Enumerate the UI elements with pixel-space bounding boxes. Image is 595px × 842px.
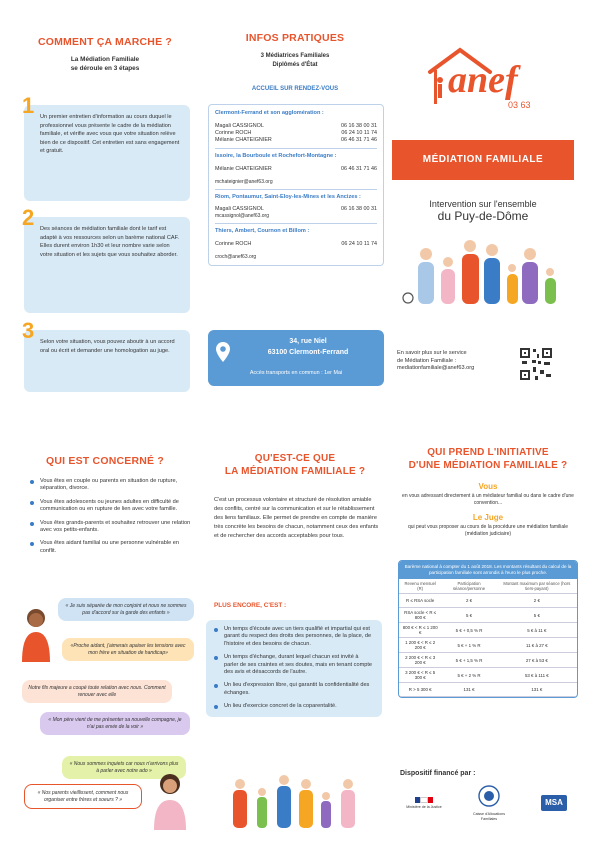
address-line1: 34, rue Niel — [289, 338, 327, 345]
address-line2: 63100 Clermont-Ferrand — [267, 349, 349, 356]
table-header: Montant maximum par séance (hors tiers-payant) — [497, 579, 577, 594]
section-title-initiative — [398, 446, 578, 472]
contact-name: Magali CASSIGNOL — [215, 205, 264, 212]
logo-text: anef — [448, 59, 518, 101]
table-cell: 5 € — [497, 608, 577, 623]
quote-bubble: « Nos parents vieillissent, comment nous organiser entre frères et soeurs ? » — [24, 784, 142, 809]
contact-phone[interactable]: 06 24 10 11 74 — [341, 129, 377, 136]
table-cell: 27 € à 53 € — [497, 653, 577, 668]
contact-group-1 — [215, 153, 377, 186]
who-bullet: Vous êtes adolescents ou jeunes adultes en difficulté de communication ou en rupture de lien avec votre famille. — [30, 499, 195, 514]
what-paragraph: C'est un processus volontaire et structuré de résolution amiable des conflits, centré sur la communication et sur le rétablissement des liens familiaux. Elle permet de prendre en compte de manière très concrète les besoins de chacun, notamment ceux des enfants et de rechercher des accords acceptables pour tous. — [214, 497, 379, 539]
table-cell: 5 € + 2 % R — [441, 668, 496, 683]
family-figures-icon — [403, 240, 556, 304]
anef-logo — [420, 42, 570, 112]
table-header: Participation séance/personne — [441, 579, 496, 594]
family-illustration — [396, 232, 574, 312]
family-illustration-small — [220, 770, 380, 830]
table-header-row — [399, 579, 577, 594]
step-3-box — [24, 330, 190, 392]
juge-label: Le Juge — [472, 513, 504, 522]
divider — [215, 189, 377, 190]
intervention-line2: du Puy-de-Dôme — [437, 209, 529, 223]
how-subtitle-line2: se déroule en 3 étapes — [70, 64, 140, 72]
bareme-table — [399, 579, 577, 697]
contact-email[interactable]: croch@anef63.org — [215, 254, 257, 260]
contact-phone[interactable]: 06 46 31 71 46 — [341, 136, 377, 143]
region-label: Thiers, Ambert, Cournon et Billom : — [215, 227, 310, 234]
table-cell: R ≤ RSA socle — [399, 594, 441, 608]
contact-row — [215, 130, 377, 137]
table-cell: 800 € < R ≤ 1 200 € — [399, 623, 441, 638]
table-row — [399, 668, 577, 683]
plus-item: Un temps d'écoute avec un tiers qualifié et impartial qui est garant du respect des droits des personnes, de la place, de l'histoire et des besoins de chacun. — [214, 626, 374, 648]
table-row — [399, 653, 577, 668]
transport-text: Accès transports en commun : 1er Mai — [249, 370, 343, 376]
plus-encore-title: PLUS ENCORE, C'EST : — [214, 602, 287, 609]
step-2-text: Des séances de médiation familiale dont le tarif est adapté à vos ressources selon un barème national CAF. Elles durent environ 1h30 et leur nombre varie selon votre situation et les sujets que vous souhaitez aborder. — [40, 226, 179, 258]
plus-item: Un lieu d'exercice concret de la coparentalité. — [214, 703, 374, 710]
contact-row — [215, 123, 377, 130]
contact-name: Corinne ROCH — [215, 241, 252, 247]
divider — [215, 223, 377, 224]
step-2-number: 2 — [22, 205, 35, 230]
more-line1: En savoir plus sur le service — [397, 350, 467, 356]
intervention-line1: Intervention sur l'ensemble — [429, 199, 537, 209]
who-bullets — [30, 478, 195, 561]
what-title-line1: QU'EST-CE QUE — [254, 453, 336, 464]
contact-row — [215, 137, 377, 144]
funders-logos — [404, 786, 574, 820]
contact-group-0 — [215, 110, 377, 144]
bareme-table-box — [398, 560, 578, 698]
contact-name: Mélanie CHATEIGNIER — [215, 136, 272, 143]
who-bullet: Vous êtes aidant familial ou une personne vulnérable en conflit. — [30, 540, 195, 555]
table-cell: 5 € à 11 € — [497, 623, 577, 638]
contact-name: Mélanie CHATEIGNIER — [215, 166, 272, 172]
table-cell: 11 € à 27 € — [497, 638, 577, 653]
more-email[interactable]: mediationfamiliale@anef63.org — [397, 365, 475, 372]
table-cell: 131 € — [497, 683, 577, 697]
bareme-title: Barème national à compter du 1 août 2018. Les montants résultant du calcul de la participation familiale sont arrondis à l'euro le plus proche. — [399, 561, 577, 579]
msa-icon: MSA — [541, 795, 567, 811]
section-title-who: QUI EST CONCERNÉ ? — [46, 455, 164, 467]
how-subtitle — [20, 56, 190, 73]
infos-line2: Diplômés d'État — [272, 61, 318, 68]
table-cell: RSA socle < R ≤ 800 € — [399, 608, 441, 623]
who-bullet: Vous êtes en couple ou parents en situation de rupture, séparation, divorce. — [30, 478, 195, 493]
table-row — [399, 623, 577, 638]
table-cell: 3 200 € < R ≤ 5 300 € — [399, 668, 441, 683]
quote-bubble: « Je suis séparée de mon conjoint et nous ne sommes pas d'accord sur la garde des enfants » — [58, 598, 194, 621]
step-2-box — [24, 217, 190, 313]
initiative-title-line2: D'UNE MÉDIATION FAMILIALE ? — [408, 460, 568, 471]
table-cell: 2 € — [497, 594, 577, 608]
person-avatar — [150, 770, 190, 830]
french-flag-icon — [415, 797, 433, 803]
mediation-banner: MÉDIATION FAMILIALE — [392, 140, 574, 180]
table-cell: 2 € — [441, 594, 496, 608]
table-row — [399, 638, 577, 653]
address-box — [208, 330, 384, 386]
step-1-text: Un premier entretien d'information au cours duquel le professionnel vous présente le cadre de la médiation familiale, et vérifie avec vous que votre situation relève bien de ce dispositif. Cet entretien est sans engagement et gratuit. — [40, 114, 180, 155]
funder-logo-msa — [534, 795, 574, 811]
table-cell: R > 5 300 € — [399, 683, 441, 697]
contact-name: Corinne ROCH — [215, 129, 252, 136]
vous-label: Vous — [478, 482, 498, 491]
initiative-block — [398, 482, 578, 538]
table-cell: 1 200 € < R ≤ 2 200 € — [399, 638, 441, 653]
table-cell: 5 € — [441, 608, 496, 623]
section-title-infos: INFOS PRATIQUES — [245, 32, 345, 44]
contact-email[interactable]: mchateignier@anef63.org — [215, 179, 273, 185]
contact-row — [215, 241, 377, 248]
section-title-how: COMMENT ÇA MARCHE ? — [37, 36, 173, 48]
contact-email[interactable]: mcassignol@anef63.org — [215, 212, 269, 219]
table-cell: 2 200 € < R ≤ 3 200 € — [399, 653, 441, 668]
table-cell: 5 € + 1,5 % R — [441, 653, 496, 668]
location-pin-icon — [216, 342, 230, 367]
table-cell: 5 € + 1 % R — [441, 638, 496, 653]
funder-name: Ministère de la Justice — [406, 804, 442, 809]
qr-code-icon[interactable] — [518, 346, 554, 382]
table-row — [399, 594, 577, 608]
contact-name: Magali CASSIGNOL — [215, 122, 264, 129]
funder-name: Caisse d'Allocations Familiales — [472, 812, 506, 821]
region-label: Clermont-Ferrand et son agglomération : — [215, 110, 324, 116]
table-header: Revenu mensuel (R) — [399, 579, 441, 594]
logo-number: 03 63 — [508, 100, 531, 110]
contacts-panel — [208, 104, 384, 266]
contact-phone[interactable]: 06 46 31 71 46 — [341, 166, 377, 172]
person-avatar — [18, 606, 54, 662]
quote-bubble: « Mon père vient de me présenter sa nouvelle compagne, je n'ai pas envie de la voir » — [40, 712, 190, 735]
table-cell: 131 € — [441, 683, 496, 697]
how-subtitle-line1: La Médiation Familiale — [70, 56, 140, 63]
region-label: Riom, Pontaumur, Saint-Eloy-les-Mines et les Ancizes : — [215, 194, 361, 200]
table-cell: 53 € à 111 € — [497, 668, 577, 683]
funder-logo-caf — [469, 785, 509, 821]
more-line2: de Médiation Familiale : — [397, 357, 457, 364]
quote-bubble: «Proche aidant, j'aimerais apaiser les tensions avec mon frère en situation de handicap» — [62, 638, 194, 661]
divider — [215, 148, 377, 149]
plus-encore-box — [206, 620, 382, 717]
step-1-box — [24, 105, 190, 201]
region-label: Issoire, la Bourboule et Rochefort-Montagne : — [215, 152, 337, 159]
rdv-label: ACCUEIL SUR RENDEZ-VOUS — [251, 86, 339, 92]
infos-line1: 3 Médiatrices Familiales — [260, 53, 330, 59]
contact-row — [215, 166, 377, 173]
section-title-what — [205, 452, 385, 478]
vous-text: en vous adressant directement à un médiateur familial ou dans le cadre d'une convention... — [402, 493, 574, 506]
quote-bubble: Notre fils majeure a coupé toute relation avec nous. Comment renouer avec elle — [22, 680, 172, 703]
what-title-line2: LA MÉDIATION FAMILIALE ? — [224, 466, 366, 477]
table-row — [399, 683, 577, 697]
juge-text: qui peut vous proposer au cours de la procédure une médiation familiale (médiation judiciaire) — [407, 524, 569, 537]
contact-phone[interactable]: 06 16 38 00 31 — [341, 205, 377, 212]
who-bullet: Vous êtes grands-parents et souhaitez retrouver une relation avec vos petits-enfants. — [30, 520, 195, 535]
initiative-title-line1: QUI PREND L'INITIATIVE — [427, 447, 549, 458]
more-info — [397, 350, 507, 373]
contact-group-3 — [215, 228, 377, 261]
table-cell: 5 € + 0,5 % R — [441, 623, 496, 638]
contact-phone[interactable]: 06 24 10 11 74 — [341, 241, 377, 247]
funder-logo-justice — [404, 797, 444, 809]
intervention-text — [392, 199, 574, 223]
step-3-text: Selon votre situation, vous pouvez aboutir à un accord oral ou écrit et demander une homologation au juge. — [40, 339, 175, 354]
contact-group-2 — [215, 194, 377, 219]
plus-item: Un lieu d'expression libre, qui garantit la confidentialité des échanges. — [214, 682, 374, 697]
infos-subtitle — [205, 52, 385, 69]
contact-phone[interactable]: 06 16 38 00 31 — [341, 122, 377, 129]
table-row — [399, 608, 577, 623]
finance-label: Dispositif financé par : — [400, 770, 476, 777]
address-text — [238, 336, 378, 358]
quote-bubble: « Nous sommes inquiets car nous n'arrivons plus à parler avec notre ado » — [62, 756, 186, 779]
step-1-number: 1 — [22, 93, 35, 118]
caf-icon — [478, 785, 500, 807]
step-3-number: 3 — [22, 318, 35, 343]
plus-item: Un temps d'échange, durant lequel chacun est invité à parler de ses craintes et ses doutes, mais en tenant compte des avis et désaccords de l'autre. — [214, 654, 374, 676]
contact-row — [215, 206, 377, 213]
